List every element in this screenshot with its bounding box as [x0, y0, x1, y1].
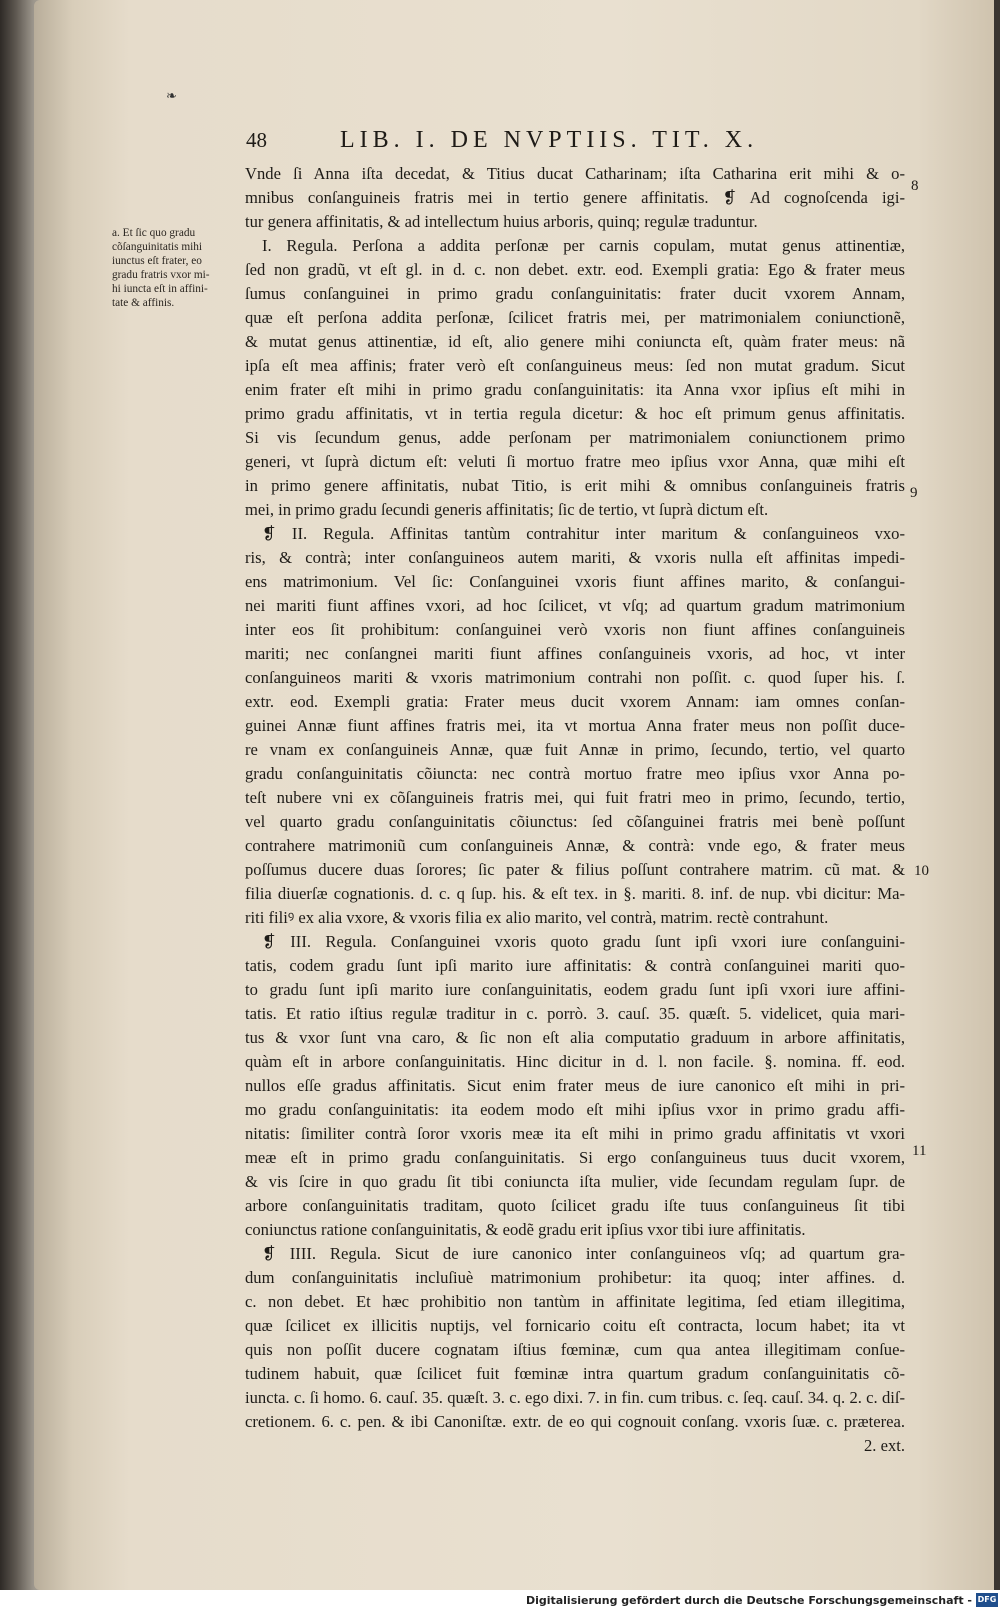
text-line: in primo genere affinitatis, nubat Titio, is erit mihi & omnibus conſanguineis fratris — [245, 476, 905, 495]
text-line: & vis ſcire in quo gradu ſit tibi coniuncta iſta mulier, vide ſecundam regulam ſupr. de — [245, 1172, 905, 1191]
marginal-note-line: cõſanguinitatis mihi — [112, 241, 203, 254]
text-line: arbore conſanguinitatis traditam, quoto ſcilicet gradu iſte tuus conſanguineus ſit tibi — [245, 1196, 905, 1215]
text-line: enim frater eſt mihi in primo gradu conſanguinitatis: ita Anna vxor ipſius eſt mihi in — [245, 380, 905, 399]
marginal-note-line: tate & affinis. — [112, 297, 175, 310]
marginal-note-line: hi iuncta eſt in affini- — [112, 283, 208, 296]
text-line: dum conſanguinitatis incluſiuè matrimonium prohibetur: ita quoq; inter affines. d. — [245, 1268, 905, 1287]
running-head: LIB. I. DE NVPTIIS. TIT. X. — [340, 127, 759, 153]
text-line: ſed non gradũ, vt eſt gl. in d. c. non debet. extr. eod. Exempli gratia: Ego & frater meus — [245, 260, 905, 279]
text-line: teſt nubere vni ex cõſanguineis fratris mei, qui fuit fratri meo in primo, ſecundo, tertio, — [245, 788, 905, 807]
text-line: contrahere matrimoniũ cum conſanguineis Annæ, & contrà: vnde ego, & frater meus — [245, 836, 905, 855]
text-line: ❡ II. Regula. Affinitas tantùm contrahitur inter maritum & conſanguineos vxo- — [262, 524, 905, 543]
page-number: 48 — [246, 128, 267, 152]
text-line: Si vis ſecundum genus, adde perſonam per matrimonialem coniunctionem primo — [245, 428, 905, 447]
dfg-logo: DFG — [976, 1593, 998, 1607]
text-line: to gradu ſunt ipſi marito iure conſanguinitatis, eodem gradu ſunt ipſi vxori iure affini- — [245, 980, 905, 999]
text-line: ris, & contrà; inter conſanguineos autem mariti, & vxoris nulla eſt affinitas impedi- — [245, 548, 905, 567]
text-line: vel quarto gradu conſanguinitatis cõiunctus: ſed cõſanguinei fratris mei benè poſſunt — [245, 812, 905, 831]
text-line: primo gradu affinitatis, vt in tertia regula dicetur: & hoc eſt primum genus affinitatis. — [245, 404, 905, 423]
text-line: tatis, codem gradu ſunt ipſi marito iure affinitatis: & contrà conſanguinei mariti quo- — [245, 956, 905, 975]
section-number: 10 — [914, 863, 929, 879]
text-line: conſanguineos mariti & vxoris matrimonium contrahi non poſſit. c. quod ſuper his. ſ. — [245, 668, 905, 687]
text-line: c. non debet. Et hæc prohibitio non tantùm in affinitate legitima, ſed etiam illegitima, — [245, 1292, 905, 1311]
marginal-note-line: gradu fratris vxor mi- — [112, 269, 210, 282]
text-line: meæ eſt in primo gradu conſanguinitatis. Si ergo conſanguineus tuus ducit vxorem, — [245, 1148, 905, 1167]
text-line: iuncta. c. ſi homo. 6. cauſ. 35. quæſt. 3. c. ego dixi. 7. in fin. cum tribus. c. ſeq. cauſ. 34. q. 2. c. diſ- — [245, 1388, 905, 1407]
text-line: mei, in primo gradu ſecundi generis affinitatis; ſic de tertio, vt ſuprà dictum eſt. — [245, 500, 769, 519]
text-line: & mutat genus attinentiæ, id eſt, alio genere mihi coniuncta eſt, quàm frater meus: nã — [245, 332, 905, 351]
funding-credit: Digitalisierung gefördert durch die Deutsche Forschungsgemeinschaft - — [525, 1594, 972, 1607]
section-number: 11 — [912, 1143, 927, 1159]
text-line: ſumus conſanguinei in primo gradu conſanguinitatis: frater ducit vxorem Annam, — [245, 284, 905, 303]
text-line: poſſumus ducere duas ſorores; ſic pater & filius poſſunt contrahere matrim. cũ mat. & — [245, 860, 905, 879]
text-line: tus & vxor ſunt vna caro, & ſic non eſt alia computatio graduum in arbore affinitatis, — [245, 1028, 905, 1047]
text-line: ❡ III. Regula. Conſanguinei vxoris quoto gradu ſunt ipſi vxori iure conſanguini- — [262, 932, 905, 951]
text-line: mnibus conſanguineis fratris mei in tertio genere affinitatis. ❡ Ad cognoſcenda igi- — [245, 188, 905, 207]
text-line: 2. ext. — [863, 1436, 905, 1455]
text-line: ipſa eſt mea affinis; frater verò eſt conſanguineus meus: ſed non mutat gradum. Sicut — [245, 356, 905, 375]
text-line: cretionem. 6. c. pen. & ibi Canoniſtæ. extr. de eo qui cognouit conſang. vxoris ſuæ. c. præterea. — [245, 1412, 905, 1431]
text-line: mo gradu conſanguinitatis: ita eodem modo eſt mihi ipſius vxor in primo gradu affi- — [245, 1100, 905, 1119]
text-line: nitatis: ſimiliter contrà ſoror vxoris meæ ita eſt mihi in primo gradu affinitatis vt vxori — [245, 1124, 905, 1143]
text-line: tatis. Et ratio iſtius regulæ traditur in c. porrò. 3. cauſ. 35. quæſt. 5. videlicet, quia mari- — [245, 1004, 905, 1023]
text-line: gradu conſanguinitatis cõiuncta: nec contrà mortuo fratre meo ipſius vxor Anna po- — [245, 764, 905, 783]
text-line: nei mariti fiunt affines vxori, ad hoc ſcilicet, vt vſq; ad quartum gradum matrimonium — [245, 596, 905, 615]
text-line: extr. eod. Exempli gratia: Frater meus ducit vxorem Annam: iam omnes conſan- — [245, 692, 905, 711]
digitization-footer — [0, 1590, 1000, 1612]
text-line: quis non poſſit ducere cognatam iſtius fœminæ, cum qua antea illegitimam conſue- — [245, 1340, 905, 1359]
text-line: Vnde ſi Anna iſta decedat, & Titius ducat Catharinam; iſta Catharina erit mihi & o- — [245, 164, 905, 183]
text-line: guinei Annæ fiunt affines fratris mei, ita vt mortua Anna frater meus non poſſit duce- — [245, 716, 905, 735]
text-line: generi, vt ſuprà dictum eſt: veluti ſi mortuo fratre meo ipſius vxor Anna, quæ mihi eſt — [245, 452, 905, 471]
text-line: inter eos ſit prohibitum: conſanguinei verò vxoris non fiunt affines conſanguineis — [245, 620, 905, 639]
text-line: ❡ IIII. Regula. Sicut de iure canonico inter conſanguineos vſq; ad quartum gra- — [262, 1244, 905, 1263]
text-line: quæ ſcilicet ex illicitis nuptijs, vel fornicario coitu eſt contracta, locum habet; ita vt — [245, 1316, 905, 1335]
text-line: nullos eſſe gradus affinitatis. Sicut enim frater meus de iure canonico eſt mihi in pri- — [245, 1076, 905, 1095]
text-line: filia diuerſæ cognationis. d. c. q ſup. his. & eſt tex. in §. mariti. 8. inf. de nup. vbi dicitur: Ma- — [245, 884, 905, 903]
text-line: coniunctus ratione conſanguinitatis, & eodẽ gradu erit ipſius vxor tibi iure affinitatis. — [245, 1220, 806, 1239]
text-line: tur genera affinitatis, & ad intellectum huius arboris, quinq; regulæ traduntur. — [245, 212, 758, 231]
marginal-note-line: iunctus eſt frater, eo — [112, 255, 202, 268]
text-line: tudinem habuit, quæ ſcilicet fuit fœminæ intra quartum gradum conſanguinitatis cõ- — [245, 1364, 905, 1383]
text-line: riti filiꝰ ex alia vxore, & vxoris filia ex alio marito, vel contrà, matrim. rectè contrahunt. — [245, 908, 829, 927]
section-number: 9 — [910, 485, 918, 501]
stray-ink-mark: ❧ — [166, 88, 177, 103]
text-line: quæ eſt perſona addita perſonæ, ſcilicet fratris mei, per matrimonialem coniunctionẽ, — [245, 308, 905, 327]
text-line: re vnam ex conſanguineis Annæ, quæ fuit Annæ in primo, ſecundo, tertio, vel quarto — [245, 740, 905, 759]
text-line: mariti; nec conſangnei mariti fiunt affines conſanguineis vxoris, ad hoc, vt inter — [245, 644, 905, 663]
text-line: quàm eſt in arbore conſanguinitatis. Hinc dicitur in d. l. non facile. §. nomina. ff. eod. — [245, 1052, 905, 1071]
text-line: I. Regula. Perſona a addita perſonæ per carnis copulam, mutat genus attinentiæ, — [262, 236, 905, 255]
section-number: 8 — [911, 178, 919, 194]
marginal-note-line: a. Et ſic quo gradu — [112, 227, 196, 239]
text-line: ens matrimonium. Vel ſic: Conſanguinei vxoris fiunt affines marito, & conſangui- — [245, 572, 905, 591]
